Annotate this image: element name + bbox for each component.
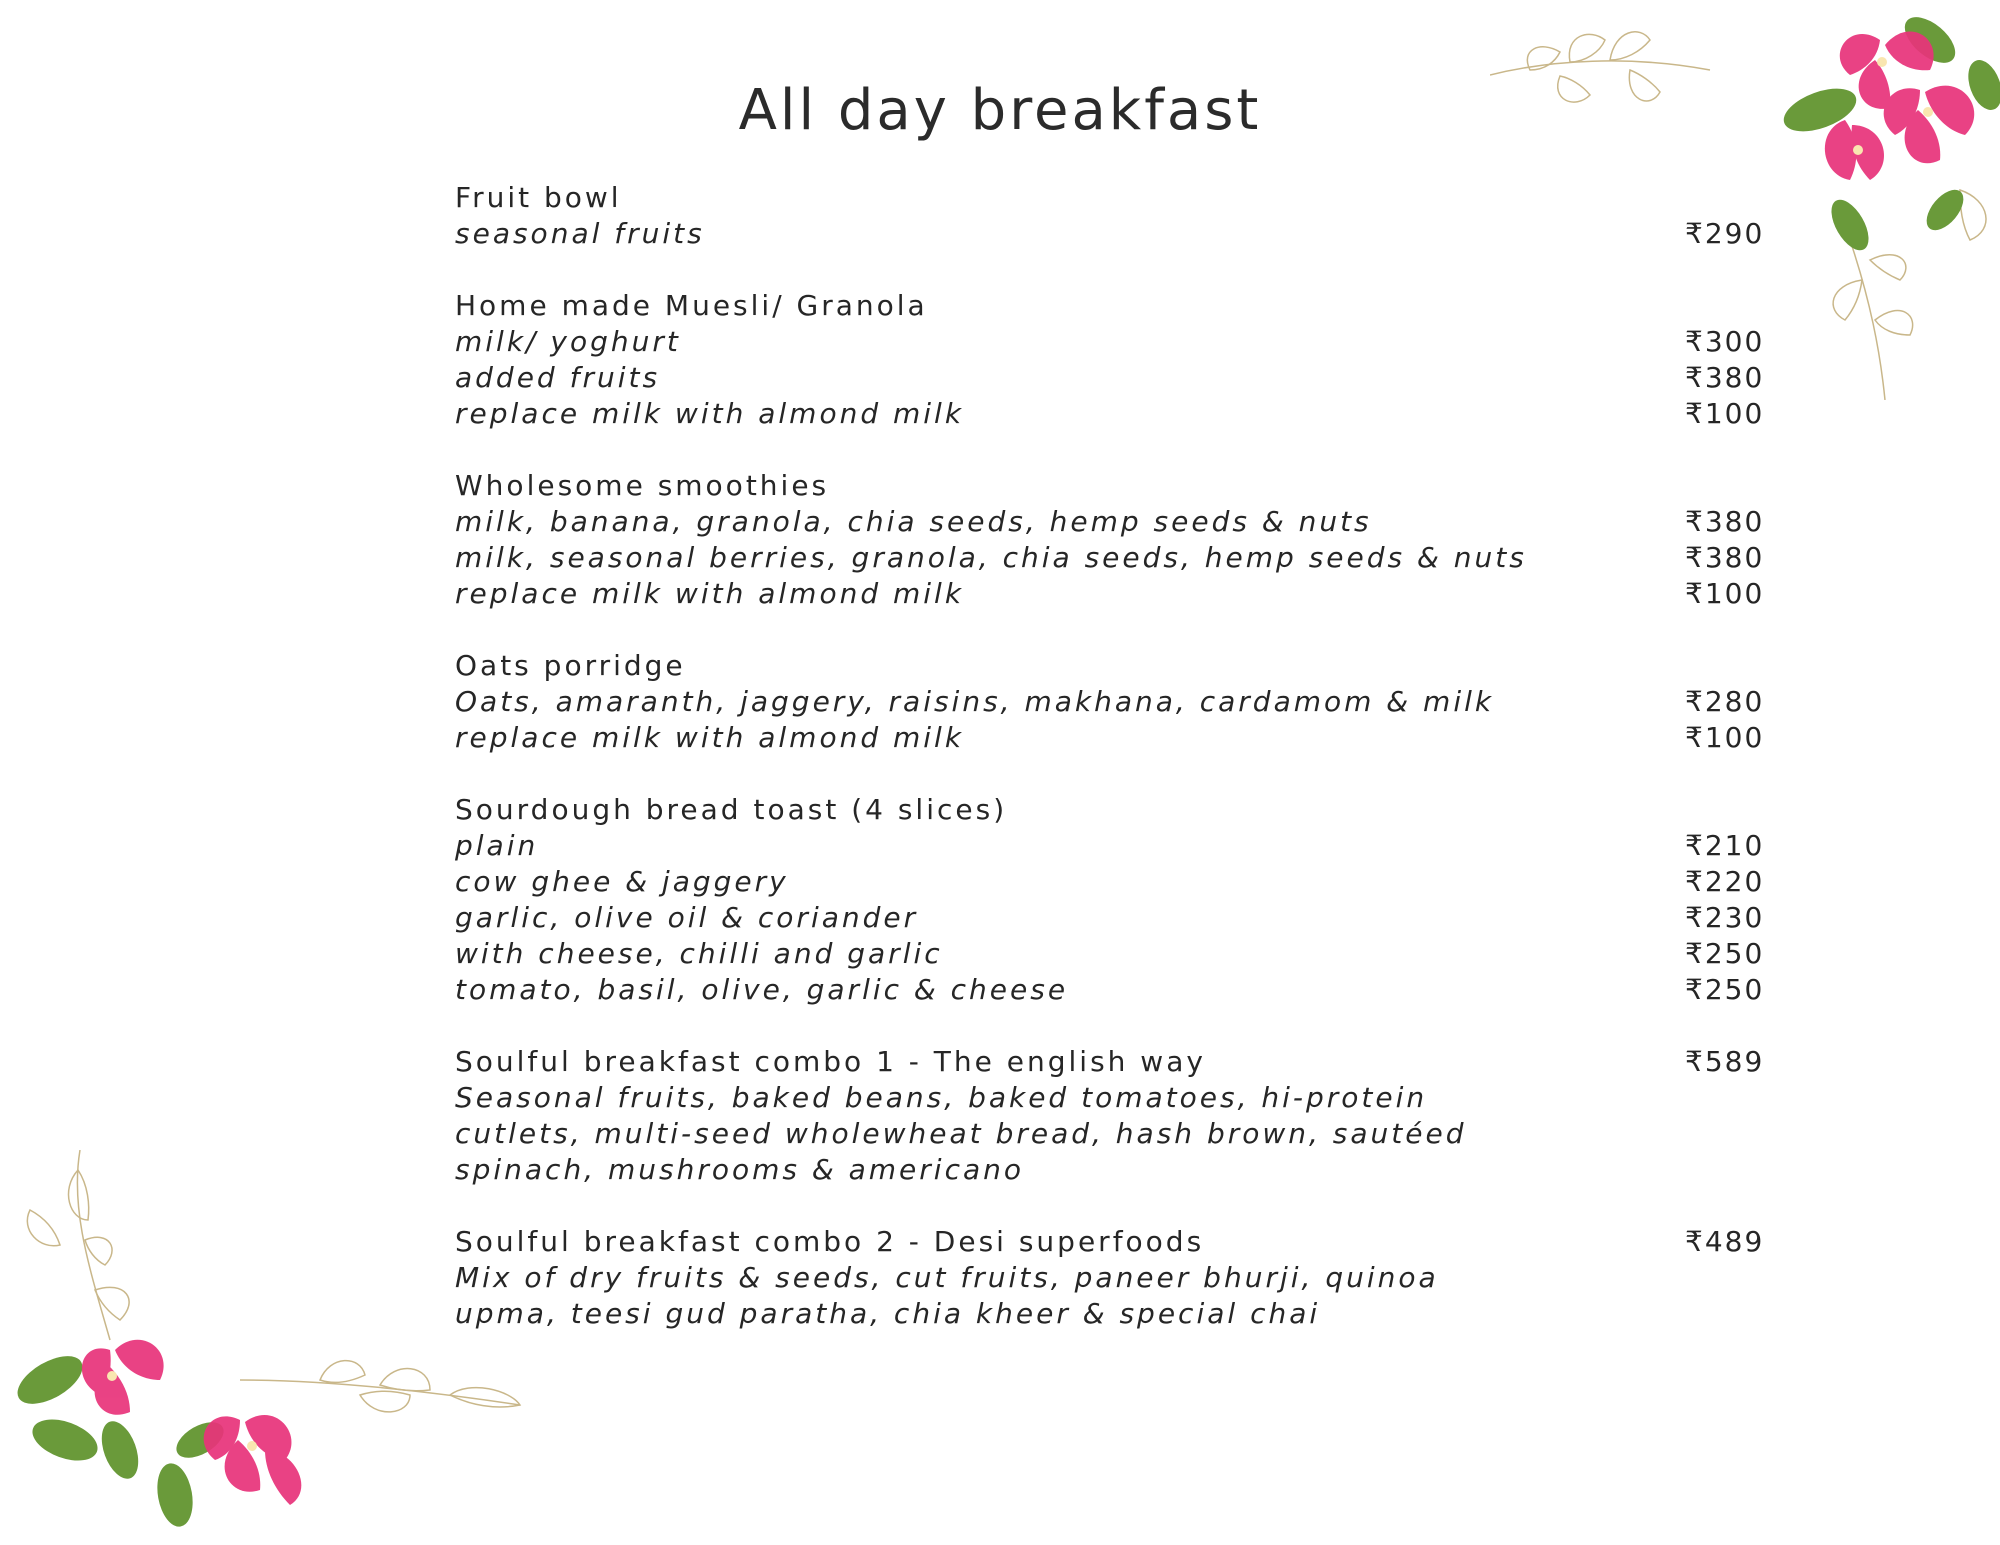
section-heading: Soulful breakfast combo 1 - The english way <box>455 1045 1206 1078</box>
menu-item <box>455 1116 1785 1152</box>
menu-item <box>455 720 1785 756</box>
menu-item-price: ₹100 <box>1685 577 1765 610</box>
section-heading-row <box>455 648 1785 684</box>
menu-item-price: ₹100 <box>1685 721 1765 754</box>
section-heading: Home made Muesli/ Granola <box>455 289 928 322</box>
menu-item <box>455 396 1785 432</box>
menu-item-price: ₹230 <box>1685 901 1765 934</box>
menu-section <box>455 468 1785 612</box>
menu-item <box>455 576 1785 612</box>
menu-item-description: plain <box>455 829 539 862</box>
menu-item <box>455 684 1785 720</box>
menu-item-description: with cheese, chilli and garlic <box>455 937 943 970</box>
menu-item-description: tomato, basil, olive, garlic & cheese <box>455 973 1069 1006</box>
menu-item-description: added fruits <box>455 361 661 394</box>
menu-item-price: ₹100 <box>1685 397 1765 430</box>
section-heading: Soulful breakfast combo 2 - Desi superfoods <box>455 1225 1205 1258</box>
menu-item <box>455 540 1785 576</box>
menu-item-description: replace milk with almond milk <box>455 397 965 430</box>
menu-item-price: ₹210 <box>1685 829 1765 862</box>
menu-item-description: Mix of dry fruits & seeds, cut fruits, paneer bhurji, quinoa <box>455 1261 1439 1294</box>
menu-item-price: ₹220 <box>1685 865 1765 898</box>
menu-item-description: milk, seasonal berries, granola, chia seeds, hemp seeds & nuts <box>455 541 1527 574</box>
menu-item-description: replace milk with almond milk <box>455 577 965 610</box>
section-heading: Oats porridge <box>455 649 686 682</box>
menu-item-price: ₹290 <box>1685 217 1765 250</box>
menu-item <box>455 504 1785 540</box>
menu-item <box>455 936 1785 972</box>
menu-item-price: ₹250 <box>1685 973 1765 1006</box>
bougainvillea-flower-icon <box>1490 0 2000 400</box>
menu-item-description: cutlets, multi-seed wholewheat bread, hash brown, sautéed <box>455 1117 1467 1150</box>
menu-item <box>455 972 1785 1008</box>
section-heading-row <box>455 792 1785 828</box>
menu-item-description: replace milk with almond milk <box>455 721 965 754</box>
bougainvillea-flower-icon <box>0 1150 540 1545</box>
menu-item-description: garlic, olive oil & coriander <box>455 901 919 934</box>
menu-item-description: Seasonal fruits, baked beans, baked tomatoes, hi-protein <box>455 1081 1428 1114</box>
section-heading: Sourdough bread toast (4 slices) <box>455 793 1008 826</box>
menu-item <box>455 864 1785 900</box>
section-heading-row <box>455 1224 1785 1260</box>
section-heading-row <box>455 468 1785 504</box>
menu-item-price: ₹300 <box>1685 325 1765 358</box>
menu-item-description: milk, banana, granola, chia seeds, hemp seeds & nuts <box>455 505 1372 538</box>
menu-item-price: ₹380 <box>1685 361 1765 394</box>
menu-item-price: ₹280 <box>1685 685 1765 718</box>
menu-section <box>455 1044 1785 1188</box>
menu-section <box>455 792 1785 1008</box>
page-title: All day breakfast <box>738 78 1262 143</box>
menu-section <box>455 648 1785 756</box>
menu-item <box>455 1152 1785 1188</box>
menu-item-description: Oats, amaranth, jaggery, raisins, makhana, cardamom & milk <box>455 685 1495 718</box>
section-price: ₹589 <box>1685 1045 1765 1078</box>
menu-item <box>455 1260 1785 1296</box>
menu-section <box>455 1224 1785 1332</box>
menu-item-price: ₹380 <box>1685 541 1765 574</box>
menu-item-description: milk/ yoghurt <box>455 325 681 358</box>
section-heading: Fruit bowl <box>455 181 622 214</box>
section-heading: Wholesome smoothies <box>455 469 830 502</box>
menu-item-description: seasonal fruits <box>455 217 705 250</box>
menu-item <box>455 1296 1785 1332</box>
menu-item-description: spinach, mushrooms & americano <box>455 1153 1024 1186</box>
menu-item-description: cow ghee & jaggery <box>455 865 789 898</box>
menu-item <box>455 900 1785 936</box>
menu-item-price: ₹250 <box>1685 937 1765 970</box>
section-price: ₹489 <box>1685 1225 1765 1258</box>
menu-item <box>455 828 1785 864</box>
menu-item-price: ₹380 <box>1685 505 1765 538</box>
section-heading-row <box>455 1044 1785 1080</box>
menu-item <box>455 1080 1785 1116</box>
menu-item-description: upma, teesi gud paratha, chia kheer & special chai <box>455 1297 1321 1330</box>
